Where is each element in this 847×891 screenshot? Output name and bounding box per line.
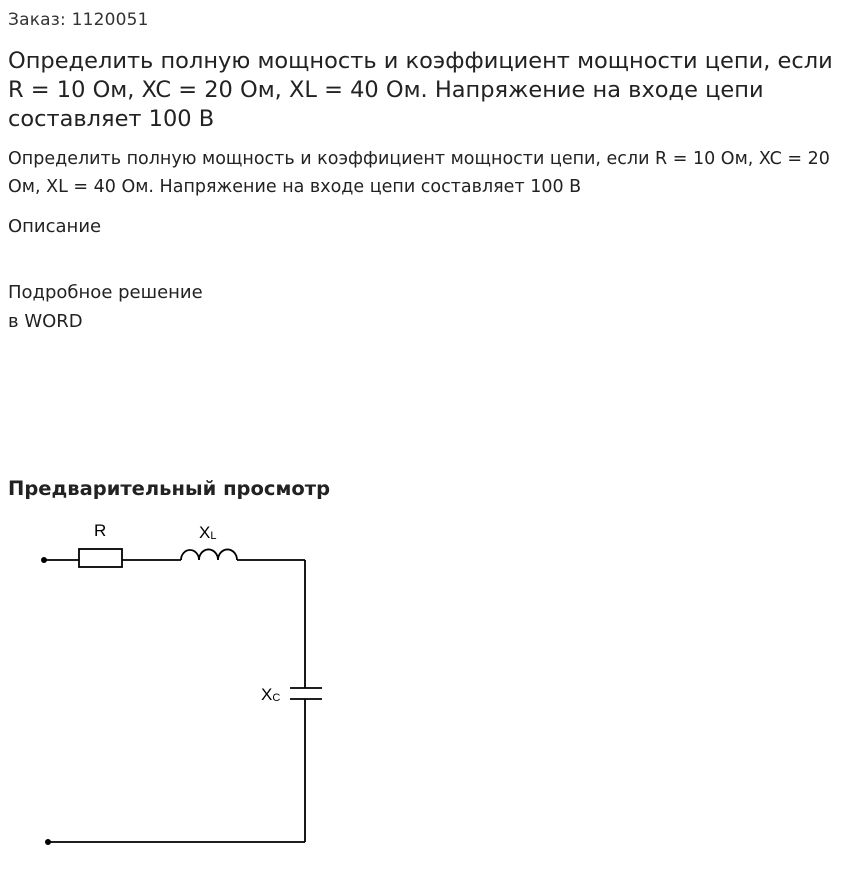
inductor-label xyxy=(199,523,216,542)
order-number: Заказ: 1120051 xyxy=(8,10,149,30)
description-heading: Описание xyxy=(8,216,102,237)
preview-heading: Предварительный просмотр xyxy=(8,477,331,500)
inductor-label-sub: L xyxy=(210,530,217,542)
terminal-bottom xyxy=(45,839,51,845)
solution-info xyxy=(8,278,203,336)
circuit-diagram xyxy=(0,510,847,870)
capacitor-label-sub: C xyxy=(272,692,281,704)
solution-line-1: Подробное решение xyxy=(8,282,203,303)
resistor-symbol xyxy=(79,549,122,567)
capacitor-label xyxy=(261,685,280,704)
capacitor-label-main: X xyxy=(261,685,273,704)
inductor-symbol xyxy=(181,549,237,560)
resistor-label: R xyxy=(94,521,107,540)
task-text: Определить полную мощность и коэффициент мощности цепи, если R = 10 Ом, XC = 20 Ом, XL = 40 Ом. Напряжение на входе цепи составляет 100 В xyxy=(8,149,830,197)
page-title: Определить полную мощность и коэффициент мощности цепи, если R = 10 Ом, XC = 20 Ом, XL = 40 Ом. Напряжение на входе цепи составляет 100 В xyxy=(8,48,833,132)
terminal-top xyxy=(41,557,47,563)
inductor-label-main: X xyxy=(199,523,211,542)
solution-line-2: в WORD xyxy=(8,311,83,332)
